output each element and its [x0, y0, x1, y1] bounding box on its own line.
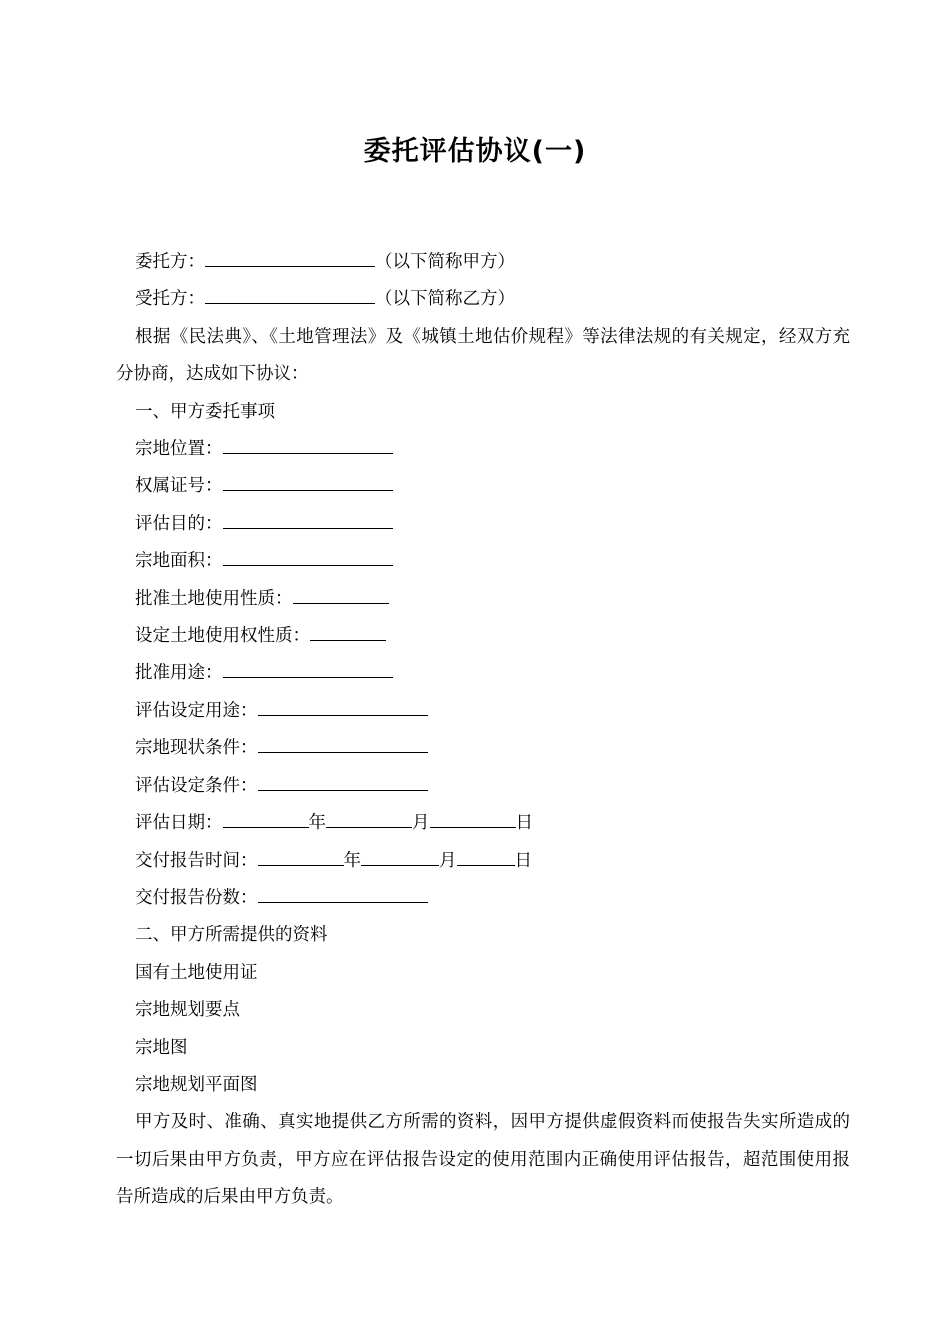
area-blank[interactable]: [223, 548, 393, 566]
eval-month-blank[interactable]: [326, 810, 412, 828]
approved-nature-blank[interactable]: [293, 586, 389, 604]
location-blank[interactable]: [223, 436, 393, 454]
year-label: 年: [308, 813, 326, 834]
trustee-suffix: （以下简称乙方）: [375, 289, 515, 310]
year-label: 年: [343, 850, 361, 871]
eval-year-blank[interactable]: [223, 810, 309, 828]
approved-use-line: [116, 655, 850, 692]
delivery-day-blank[interactable]: [457, 848, 515, 866]
day-label: 日: [514, 850, 532, 871]
section-1-heading: 一、甲方委托事项: [135, 401, 275, 422]
eval-date-line: [116, 805, 850, 842]
ownership-cert-line: [116, 468, 850, 505]
trustee-blank[interactable]: [205, 286, 375, 304]
approved-nature-line: [116, 581, 850, 618]
trustee-line: [116, 281, 850, 318]
ownership-cert-label: 权属证号：: [135, 476, 223, 497]
copies-blank[interactable]: [258, 885, 428, 903]
purpose-line: [116, 506, 850, 543]
set-use-line: [116, 693, 850, 730]
delivery-month-blank[interactable]: [361, 848, 439, 866]
client-suffix: （以下简称甲方）: [375, 252, 515, 272]
current-condition-line: [116, 730, 850, 767]
document-body: [116, 244, 850, 1217]
section-2-heading: 二、甲方所需提供的资料: [135, 925, 328, 946]
doc-item-land-cert: 国有土地使用证: [135, 962, 258, 983]
location-label: 宗地位置：: [135, 439, 223, 460]
copies-label: 交付报告份数：: [135, 887, 258, 908]
client-label: 委托方：: [135, 252, 205, 272]
approved-nature-label: 批准土地使用性质：: [135, 588, 293, 609]
approved-use-label: 批准用途：: [135, 663, 223, 684]
client-line: [116, 244, 850, 281]
delivery-year-blank[interactable]: [258, 848, 344, 866]
ownership-cert-blank[interactable]: [223, 473, 393, 491]
month-label: 月: [439, 850, 457, 871]
eval-day-blank[interactable]: [430, 810, 516, 828]
client-blank[interactable]: [205, 249, 375, 267]
delivery-time-line: [116, 843, 850, 880]
purpose-blank[interactable]: [223, 511, 393, 529]
area-line: [116, 543, 850, 580]
closing-paragraph: 甲方及时、准确、真实地提供乙方所需的资料，因甲方提供虚假资料而使报告失实所造成的一切后果由甲方负责，甲方应在评估报告设定的使用范围内正确使用评估报告，超范围使用报告所造成的后果由甲方负责。: [116, 1112, 850, 1208]
eval-date-label: 评估日期：: [135, 813, 223, 834]
doc-item-planning-plan: 宗地规划平面图: [135, 1074, 258, 1095]
intro-paragraph: 根据《民法典》、《土地管理法》及《城镇土地估价规程》等法律法规的有关规定，经双方充分协商，达成如下协议：: [116, 326, 850, 385]
doc-item-planning-points: 宗地规划要点: [135, 1000, 240, 1021]
document-title: 委托评估协议(一): [363, 136, 587, 167]
set-right-nature-line: [116, 618, 850, 655]
set-use-label: 评估设定用途：: [135, 700, 258, 721]
purpose-label: 评估目的：: [135, 513, 223, 534]
delivery-time-label: 交付报告时间：: [135, 850, 258, 871]
set-right-nature-blank[interactable]: [310, 623, 386, 641]
current-condition-label: 宗地现状条件：: [135, 738, 258, 759]
doc-item-parcel-map: 宗地图: [135, 1037, 188, 1058]
location-line: [116, 431, 850, 468]
approved-use-blank[interactable]: [223, 660, 393, 678]
copies-line: [116, 880, 850, 917]
trustee-label: 受托方：: [135, 289, 205, 310]
month-label: 月: [412, 813, 430, 834]
set-condition-blank[interactable]: [258, 773, 428, 791]
area-label: 宗地面积：: [135, 551, 223, 572]
day-label: 日: [515, 813, 533, 834]
current-condition-blank[interactable]: [258, 735, 428, 753]
set-condition-label: 评估设定条件：: [135, 775, 258, 796]
set-condition-line: [116, 768, 850, 805]
set-right-nature-label: 设定土地使用权性质：: [135, 626, 310, 647]
set-use-blank[interactable]: [258, 698, 428, 716]
